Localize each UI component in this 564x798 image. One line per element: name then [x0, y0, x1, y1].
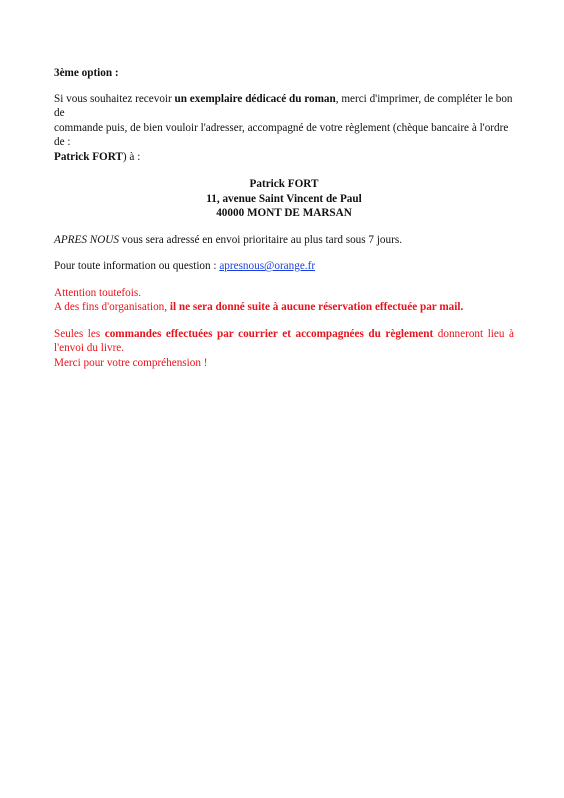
notice-bold: commandes effectuées par courrier et accompagnées du règlement: [104, 327, 434, 340]
contact-line: [54, 259, 514, 274]
intro-recipient-suffix: ) à :: [122, 150, 141, 163]
notice-text: [54, 327, 514, 356]
warning-text: A des fins d'organisation,: [54, 301, 170, 313]
notice-text-a: Seules les: [54, 327, 105, 340]
intro-text-a: Si vous souhaitez recevoir: [54, 92, 175, 105]
contact-label: Pour toute information ou question :: [54, 260, 220, 272]
intro-text-b: , merci d'imprimer, de compléter le bon: [335, 92, 513, 105]
contact-email-link[interactable]: apresnous@orange.fr: [219, 260, 316, 272]
warning-bold: il ne sera donné suite à aucune réservation effectuée par mail.: [169, 301, 464, 313]
shipping-info: [54, 233, 514, 248]
warning-line-2: [54, 300, 514, 315]
address-street: 11, avenue Saint Vincent de Paul: [206, 192, 362, 205]
address-city: 40000 MONT DE MARSAN: [216, 207, 352, 219]
notice-block: [54, 327, 514, 371]
warning-line-1: Attention toutefois.: [54, 286, 142, 299]
intro-line-3: commande puis, de bien vouloir l'adresser, accompagné de votre règlement (chèque bancaire à l'ordre: [54, 121, 509, 134]
notice-thanks: Merci pour votre compréhension !: [54, 356, 208, 369]
warning-block: [54, 286, 514, 315]
intro-bold-roman: un exemplaire dédicacé du roman: [174, 92, 336, 105]
document-page: [54, 66, 514, 370]
intro-line-1: [54, 92, 514, 107]
postal-address: [54, 177, 514, 221]
option-heading: 3ème option :: [54, 67, 119, 79]
book-title: APRES NOUS: [54, 233, 119, 246]
intro-line-2: de: [54, 107, 65, 119]
notice-text-b: donneront lieu à l'envoi du livre.: [54, 327, 514, 354]
address-name: Patrick FORT: [249, 178, 319, 190]
intro-recipient-name: Patrick FORT: [54, 150, 123, 163]
intro-line-4: de :: [54, 136, 71, 148]
shipping-text: vous sera adressé en envoi prioritaire au plus tard sous 7 jours.: [118, 233, 402, 246]
intro-paragraph: [54, 92, 514, 165]
intro-line-5: [54, 150, 514, 165]
